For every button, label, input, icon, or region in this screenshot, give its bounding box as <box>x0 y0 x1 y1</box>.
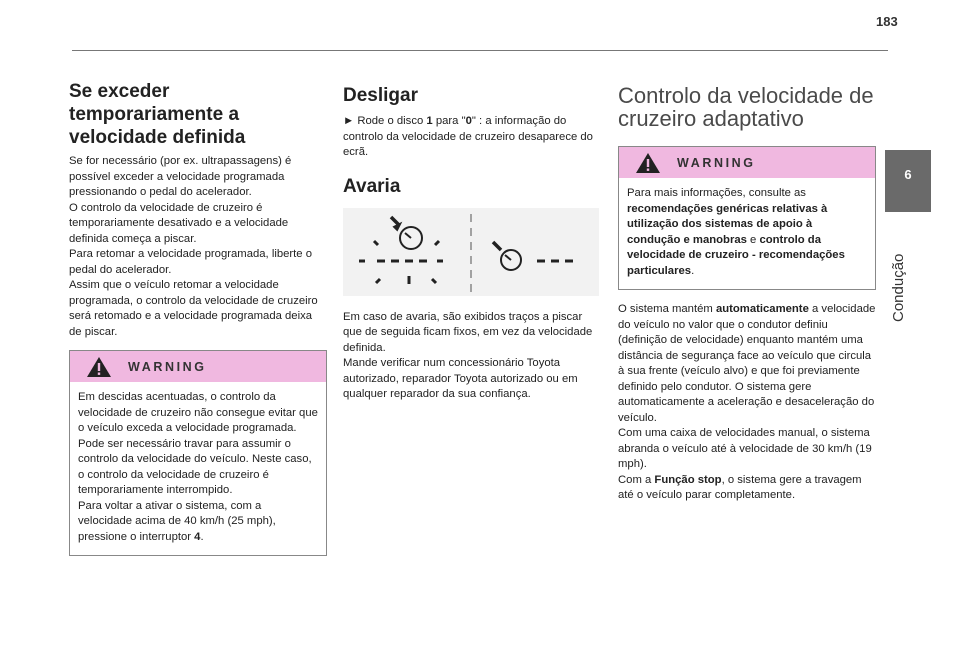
paragraph: Com uma caixa de velocidades manual, o sistema abranda o veículo até à velocidade de 30 km/h (19 mph). <box>618 427 872 470</box>
cruise-control-gauge-icon <box>391 217 422 249</box>
section-heading-off: Desligar <box>343 85 418 106</box>
warning-header <box>619 147 875 178</box>
chapter-label: Condução <box>890 253 907 322</box>
paragraph: O controlo da velocidade de cruzeiro é temporariamente desativado e a velocidade definida começa a piscar. <box>69 201 289 245</box>
warning-triangle-icon <box>635 152 661 174</box>
page-number: 183 <box>876 14 898 29</box>
section-heading-acc: Controlo da velocidade de cruzeiro adaptativo <box>618 83 874 131</box>
paragraph: O sistema mantém automaticamente a velocidade do veículo no valor que o condutor definiu (definição de velocidade) enquanto mantém uma distância de segurança face ao veículo que circula à sua frente (veículo alvo) e que foi previamente definido pelo condutor. O sistema gere automaticamente a aceleração e desaceleração do veículo. <box>618 303 876 424</box>
paragraph: Se for necessário (por ex. ultrapassagens) é possível exceder a velocidade programada pressionando o pedal do acelerador. <box>69 155 292 198</box>
column-3 <box>618 80 876 504</box>
cruise-control-fault-illustration <box>343 208 599 296</box>
paragraph: Com a Função stop, o sistema gere a travagem até o veículo parar completamente. <box>618 473 862 501</box>
warning-text: Pode ser necessário travar para assumir o controlo da velocidade do veículo. Neste caso, o controlo da velocidade de cruzeiro é temporariamente interrompido. <box>78 437 312 496</box>
fault-display-figure <box>343 208 599 296</box>
warning-box <box>618 146 876 290</box>
paragraph: Mande verificar num concessionário Toyota autorizado, reparador Toyota autorizado ou em qualquer reparador da sua confiança. <box>343 357 578 400</box>
warning-title: WARNING <box>128 360 207 374</box>
paragraph: Para retomar a velocidade programada, liberte o pedal do acelerador. <box>69 248 313 276</box>
section-heading-exceed-speed: Se exceder temporariamente a velocidade definida <box>69 81 246 148</box>
cruise-control-gauge-icon <box>493 242 521 270</box>
chapter-number: 6 <box>904 167 912 182</box>
warning-text: Para mais informações, consulte as recomendações genéricas relativas à utilização dos sistemas de apoio à condução e manobras e controlo da velocidade de cruzeiro - recomendações particulares. <box>627 187 845 277</box>
column-1 <box>69 80 327 556</box>
column-2 <box>343 80 599 403</box>
warning-triangle-icon <box>86 356 112 378</box>
warning-box <box>69 350 327 556</box>
warning-title: WARNING <box>677 156 756 170</box>
warning-header <box>70 351 326 382</box>
chapter-tab[interactable] <box>885 150 931 212</box>
paragraph: Assim que o veículo retomar a velocidade programada, o controlo da velocidade de cruzeiro será retomado e a velocidade programada deixa de piscar. <box>69 279 318 338</box>
warning-text: Para voltar a ativar o sistema, com a velocidade acima de 40 km/h (25 mph), pressione o interruptor 4. <box>78 499 276 543</box>
header-divider <box>72 50 888 51</box>
paragraph: Em caso de avaria, são exibidos traços a piscar que de seguida ficam fixos, em vez da velocidade definida. <box>343 310 593 354</box>
warning-text: Em descidas acentuadas, o controlo da velocidade de cruzeiro não consegue evitar que o veículo exceda a velocidade programada. <box>78 391 318 434</box>
blink-marks-bottom <box>376 276 436 284</box>
paragraph: ► Rode o disco 1 para "0" : a informação do controlo da velocidade de cruzeiro desaparece do ecrã. <box>343 115 593 158</box>
section-heading-fault: Avaria <box>343 175 401 197</box>
